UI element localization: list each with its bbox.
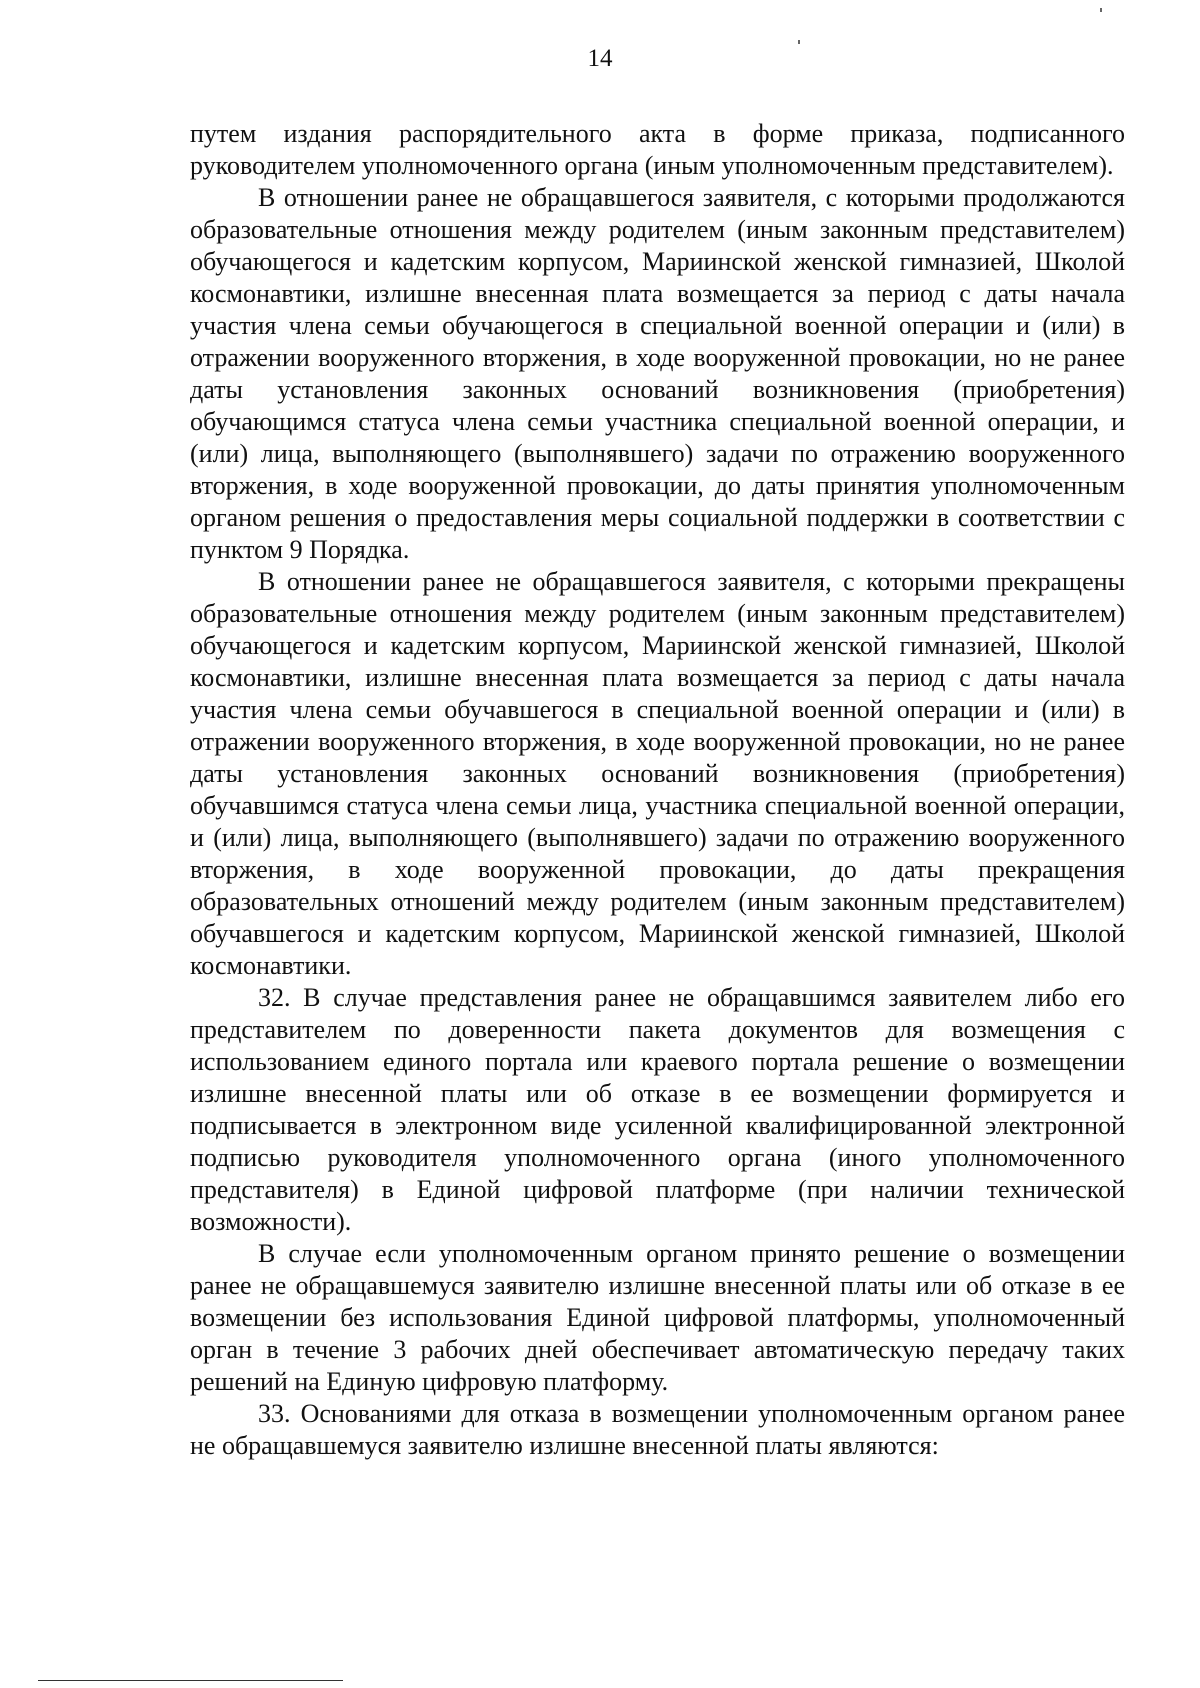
paragraph-item-33: 33. Основаниями для отказа в возмещении уполномоченным органом ранее не обращавшемуся заявителю излишне внесенной платы являются: [190,1399,1125,1460]
scan-mark [798,40,800,44]
paragraph-continuing-relations: В отношении ранее не обращавшегося заявителя, с которыми продолжаются образовательные отношения между родителем (иным законным представителем) обучающегося и кадетским корпусом, Мариинской женской гимназией, Школой космонавтики, излишне внесенная плата возмещается за период с даты начала участия члена семьи обучающегося в специальной военной операции и (или) в отражении вооруженного вторжения, в ходе вооруженной провокации, но не ранее даты установления законных оснований возникновения (приобретения) обучающимся статуса члена семьи участника специальной военной операции, и (или) лица, выполняющего (выполнявшего) задачи по отражению вооруженного вторжения, в ходе вооруженной провокации, до даты принятия уполномоченным органом решения о предоставления меры социальной поддержки в соответствии с пунктом 9 Порядка. [190,183,1125,564]
document-body [190,118,1125,1462]
scan-mark [1100,8,1102,12]
paragraph-item-32-addition: В случае если уполномоченным органом принято решение о возмещении ранее не обращавшемуся заявителю излишне внесенной платы или об отказе в ее возмещении без использования Единой цифровой платформы, уполномоченный орган в течение 3 рабочих дней обеспечивает автоматическую передачу таких решений на Единую цифровую платформу. [190,1239,1125,1396]
paragraph-terminated-relations: В отношении ранее не обращавшегося заявителя, с которыми прекращены образовательные отношения между родителем (иным законным представителем) обучающегося и кадетским корпусом, Мариинской женской гимназией, Школой космонавтики, излишне внесенная плата возмещается за период с даты начала участия члена семьи обучавшегося в специальной военной операции и (или) в отражении вооруженного вторжения, в ходе вооруженной провокации, но не ранее даты установления законных оснований возникновения (приобретения) обучавшимся статуса члена семьи лица, участника специальной военной операции, и (или) лица, выполняющего (выполнявшего) задачи по отражению вооруженного вторжения, в ходе вооруженной провокации, до даты прекращения образовательных отношений между родителем (иным законным представителем) обучавшегося и кадетским корпусом, Мариинской женской гимназией, Школой космонавтики. [190,567,1125,980]
page-number: 14 [587,45,613,72]
paragraph-continuation: путем издания распорядительного акта в форме приказа, подписанного руководителем уполномоченного органа (иным уполномоченным представителем). [190,119,1125,180]
paragraph-item-32: 32. В случае представления ранее не обращавшимся заявителем либо его представителем по доверенности пакета документов для возмещения с использованием единого портала или краевого портала решение о возмещении излишне внесенной платы или об отказе в ее возмещении формируется и подписывается в электронном виде усиленной квалифицированной электронной подписью руководителя уполномоченного органа (иного уполномоченного представителя) в Единой цифровой платформе (при наличии технической возможности). [190,983,1125,1236]
bottom-rule [38,1680,343,1681]
